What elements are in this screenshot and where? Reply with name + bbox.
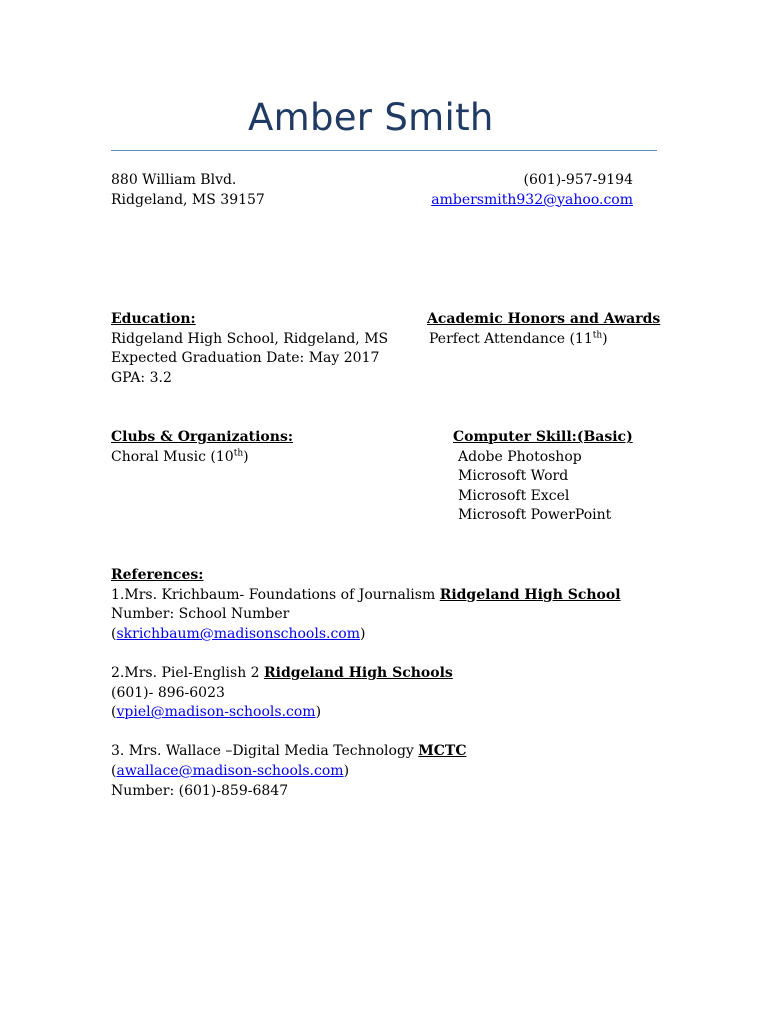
header-divider <box>111 150 657 151</box>
reference-2-phone: (601)- 896-6023 <box>111 684 225 701</box>
reference-1-open: ( <box>111 625 117 642</box>
education-school: Ridgeland High School, Ridgeland, MS <box>111 330 389 347</box>
reference-2-title: 2.Mrs. Piel-English 2 <box>111 664 265 681</box>
clubs-heading: Clubs & Organizations: <box>111 429 293 445</box>
honors-section <box>427 310 660 349</box>
reference-2-open: ( <box>111 704 117 721</box>
reference-2-close: ) <box>315 704 322 721</box>
honors-item-close: ) <box>602 330 608 347</box>
reference-3-email-line <box>111 762 621 782</box>
reference-1-line <box>111 586 621 606</box>
reference-3-line <box>111 742 621 762</box>
skill-item: Microsoft Excel <box>458 487 570 504</box>
clubs-section <box>111 428 293 467</box>
reference-3-close: ) <box>343 762 350 779</box>
references-section <box>111 566 621 801</box>
reference-1-school: Ridgeland High School <box>439 586 621 603</box>
reference-1-title: 1.Mrs. Krichbaum- Foundations of Journalism <box>111 586 440 603</box>
reference-2-email-line <box>111 703 621 723</box>
reference-2-line <box>111 664 621 684</box>
reference-1-email-line <box>111 625 621 645</box>
reference-1-number: Number: School Number <box>111 606 290 623</box>
references-heading: References: <box>111 567 204 583</box>
education-gpa: GPA: 3.2 <box>111 369 172 386</box>
phone-number: (601)-957-9194 <box>523 172 633 188</box>
reference-1-email-link[interactable]: skrichbaum@madisonschools.com <box>116 625 361 642</box>
education-heading: Education: <box>111 311 196 327</box>
skill-item: Microsoft Word <box>458 468 569 485</box>
reference-3-open: ( <box>111 762 117 779</box>
clubs-item-sup: th <box>233 447 244 458</box>
reference-1-close: ) <box>360 625 366 642</box>
reference-3-email-link[interactable]: awallace@madison-schools.com <box>116 762 344 779</box>
address-line-1: 880 William Blvd. <box>111 172 237 188</box>
clubs-item <box>111 448 293 468</box>
reference-3-number: Number: (601)-859-6847 <box>111 782 289 799</box>
honors-item-sup: th <box>592 329 603 340</box>
skill-item: Adobe Photoshop <box>458 448 582 465</box>
honors-item <box>427 330 660 350</box>
email-link[interactable]: ambersmith932@yahoo.com <box>431 191 633 208</box>
skills-section <box>453 428 633 526</box>
clubs-item-text: Choral Music (10 <box>111 448 234 465</box>
contact-block <box>400 171 633 210</box>
education-section <box>111 310 388 388</box>
resume-name: Amber Smith <box>248 96 494 139</box>
skill-item: Microsoft PowerPoint <box>458 507 612 524</box>
skills-heading: Computer Skill:(Basic) <box>453 429 633 445</box>
honors-item-text: Perfect Attendance (11 <box>429 330 593 347</box>
reference-3-school: MCTC <box>418 743 467 760</box>
reference-3-title: 3. Mrs. Wallace –Digital Media Technology <box>111 743 419 760</box>
honors-heading: Academic Honors and Awards <box>427 311 661 327</box>
reference-2-school: Ridgeland High Schools <box>264 664 453 681</box>
education-graduation: Expected Graduation Date: May 2017 <box>111 350 380 367</box>
reference-2-email-link[interactable]: vpiel@madison-schools.com <box>116 704 316 721</box>
clubs-item-close: ) <box>243 448 249 465</box>
address-line-2: Ridgeland, MS 39157 <box>111 191 265 208</box>
address-block <box>111 171 265 210</box>
